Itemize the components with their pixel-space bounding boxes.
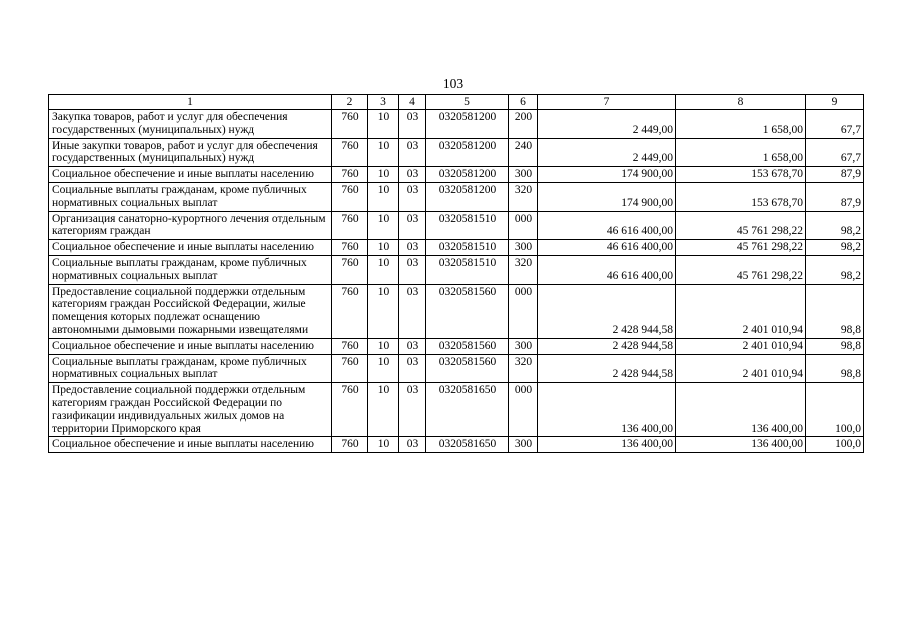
executed-amount-cell: 136 400,00 [676, 383, 806, 437]
subsection-cell: 03 [399, 383, 426, 437]
ministry-code-cell: 760 [332, 255, 368, 284]
table-row [49, 284, 864, 338]
section-cell: 10 [368, 255, 399, 284]
planned-amount-cell: 136 400,00 [538, 437, 676, 453]
section-cell: 10 [368, 354, 399, 383]
target-item-cell: 0320581510 [426, 240, 509, 256]
ministry-code-cell: 760 [332, 284, 368, 338]
table-body [49, 110, 864, 453]
subsection-cell: 03 [399, 211, 426, 240]
execution-percent-cell: 98,2 [806, 211, 864, 240]
item-name-cell: Социальное обеспечение и иные выплаты населению [49, 437, 332, 453]
ministry-code-cell: 760 [332, 138, 368, 167]
table-row [49, 383, 864, 437]
section-cell: 10 [368, 110, 399, 139]
header-cell: 5 [426, 95, 509, 110]
expense-type-cell: 320 [509, 255, 538, 284]
section-cell: 10 [368, 138, 399, 167]
item-name-cell: Социальные выплаты гражданам, кроме публичных нормативных социальных выплат [49, 255, 332, 284]
execution-percent-cell: 98,8 [806, 284, 864, 338]
executed-amount-cell: 45 761 298,22 [676, 211, 806, 240]
item-name-cell: Закупка товаров, работ и услуг для обеспечения государственных (муниципальных) нужд [49, 110, 332, 139]
expense-type-cell: 300 [509, 338, 538, 354]
table-row [49, 138, 864, 167]
expense-type-cell: 320 [509, 182, 538, 211]
section-cell: 10 [368, 437, 399, 453]
table-row [49, 255, 864, 284]
item-name-cell: Предоставление социальной поддержки отдельным категориям граждан Российской Федерации, жилые помещения которых подлежат оснащению автономными дымовыми пожарными извещателями [49, 284, 332, 338]
ministry-code-cell: 760 [332, 182, 368, 211]
section-cell: 10 [368, 211, 399, 240]
execution-percent-cell: 87,9 [806, 167, 864, 183]
section-cell: 10 [368, 240, 399, 256]
ministry-code-cell: 760 [332, 211, 368, 240]
section-cell: 10 [368, 284, 399, 338]
header-cell: 1 [49, 95, 332, 110]
header-cell: 3 [368, 95, 399, 110]
header-cell: 4 [399, 95, 426, 110]
subsection-cell: 03 [399, 338, 426, 354]
planned-amount-cell: 46 616 400,00 [538, 240, 676, 256]
ministry-code-cell: 760 [332, 437, 368, 453]
planned-amount-cell: 2 449,00 [538, 110, 676, 139]
execution-percent-cell: 67,7 [806, 110, 864, 139]
expense-type-cell: 320 [509, 354, 538, 383]
item-name-cell: Социальное обеспечение и иные выплаты населению [49, 240, 332, 256]
execution-percent-cell: 98,8 [806, 354, 864, 383]
target-item-cell: 0320581560 [426, 338, 509, 354]
item-name-cell: Иные закупки товаров, работ и услуг для обеспечения государственных (муниципальных) нужд [49, 138, 332, 167]
subsection-cell: 03 [399, 255, 426, 284]
target-item-cell: 0320581560 [426, 354, 509, 383]
subsection-cell: 03 [399, 240, 426, 256]
execution-percent-cell: 100,0 [806, 437, 864, 453]
target-item-cell: 0320581510 [426, 211, 509, 240]
table-row [49, 182, 864, 211]
execution-percent-cell: 98,2 [806, 255, 864, 284]
execution-percent-cell: 98,2 [806, 240, 864, 256]
target-item-cell: 0320581650 [426, 437, 509, 453]
executed-amount-cell: 2 401 010,94 [676, 284, 806, 338]
header-cell: 6 [509, 95, 538, 110]
executed-amount-cell: 45 761 298,22 [676, 240, 806, 256]
table-header [49, 95, 864, 110]
item-name-cell: Социальные выплаты гражданам, кроме публичных нормативных социальных выплат [49, 354, 332, 383]
table-row [49, 338, 864, 354]
header-cell: 9 [806, 95, 864, 110]
ministry-code-cell: 760 [332, 240, 368, 256]
ministry-code-cell: 760 [332, 338, 368, 354]
expense-type-cell: 000 [509, 284, 538, 338]
section-cell: 10 [368, 167, 399, 183]
subsection-cell: 03 [399, 110, 426, 139]
execution-percent-cell: 87,9 [806, 182, 864, 211]
executed-amount-cell: 45 761 298,22 [676, 255, 806, 284]
target-item-cell: 0320581510 [426, 255, 509, 284]
ministry-code-cell: 760 [332, 383, 368, 437]
executed-amount-cell: 153 678,70 [676, 167, 806, 183]
planned-amount-cell: 2 449,00 [538, 138, 676, 167]
table-row [49, 240, 864, 256]
subsection-cell: 03 [399, 138, 426, 167]
execution-percent-cell: 98,8 [806, 338, 864, 354]
target-item-cell: 0320581200 [426, 110, 509, 139]
planned-amount-cell: 174 900,00 [538, 182, 676, 211]
subsection-cell: 03 [399, 182, 426, 211]
ministry-code-cell: 760 [332, 354, 368, 383]
planned-amount-cell: 2 428 944,58 [538, 284, 676, 338]
budget-table [48, 94, 864, 453]
target-item-cell: 0320581560 [426, 284, 509, 338]
target-item-cell: 0320581200 [426, 182, 509, 211]
header-cell: 8 [676, 95, 806, 110]
expense-type-cell: 240 [509, 138, 538, 167]
section-cell: 10 [368, 383, 399, 437]
executed-amount-cell: 2 401 010,94 [676, 354, 806, 383]
executed-amount-cell: 136 400,00 [676, 437, 806, 453]
expense-type-cell: 300 [509, 240, 538, 256]
planned-amount-cell: 136 400,00 [538, 383, 676, 437]
item-name-cell: Социальное обеспечение и иные выплаты населению [49, 338, 332, 354]
table-row [49, 110, 864, 139]
expense-type-cell: 300 [509, 167, 538, 183]
table-row [49, 167, 864, 183]
planned-amount-cell: 46 616 400,00 [538, 255, 676, 284]
subsection-cell: 03 [399, 437, 426, 453]
executed-amount-cell: 2 401 010,94 [676, 338, 806, 354]
section-cell: 10 [368, 182, 399, 211]
target-item-cell: 0320581200 [426, 167, 509, 183]
item-name-cell: Предоставление социальной поддержки отдельным категориям граждан Российской Федерации по газификации индивидуальных жилых домов на территории Приморского края [49, 383, 332, 437]
expense-type-cell: 200 [509, 110, 538, 139]
page-number: 103 [442, 76, 464, 91]
item-name-cell: Организация санаторно-курортного лечения отдельным категориям граждан [49, 211, 332, 240]
target-item-cell: 0320581200 [426, 138, 509, 167]
item-name-cell: Социальные выплаты гражданам, кроме публичных нормативных социальных выплат [49, 182, 332, 211]
target-item-cell: 0320581650 [426, 383, 509, 437]
table-row [49, 354, 864, 383]
subsection-cell: 03 [399, 167, 426, 183]
planned-amount-cell: 46 616 400,00 [538, 211, 676, 240]
table-row [49, 437, 864, 453]
expense-type-cell: 000 [509, 383, 538, 437]
execution-percent-cell: 67,7 [806, 138, 864, 167]
header-cell: 2 [332, 95, 368, 110]
executed-amount-cell: 1 658,00 [676, 138, 806, 167]
executed-amount-cell: 1 658,00 [676, 110, 806, 139]
header-cell: 7 [538, 95, 676, 110]
expense-type-cell: 300 [509, 437, 538, 453]
planned-amount-cell: 2 428 944,58 [538, 354, 676, 383]
table-row [49, 211, 864, 240]
header-row [49, 95, 864, 110]
execution-percent-cell: 100,0 [806, 383, 864, 437]
planned-amount-cell: 174 900,00 [538, 167, 676, 183]
planned-amount-cell: 2 428 944,58 [538, 338, 676, 354]
subsection-cell: 03 [399, 354, 426, 383]
subsection-cell: 03 [399, 284, 426, 338]
expense-type-cell: 000 [509, 211, 538, 240]
item-name-cell: Социальное обеспечение и иные выплаты населению [49, 167, 332, 183]
ministry-code-cell: 760 [332, 110, 368, 139]
executed-amount-cell: 153 678,70 [676, 182, 806, 211]
ministry-code-cell: 760 [332, 167, 368, 183]
section-cell: 10 [368, 338, 399, 354]
